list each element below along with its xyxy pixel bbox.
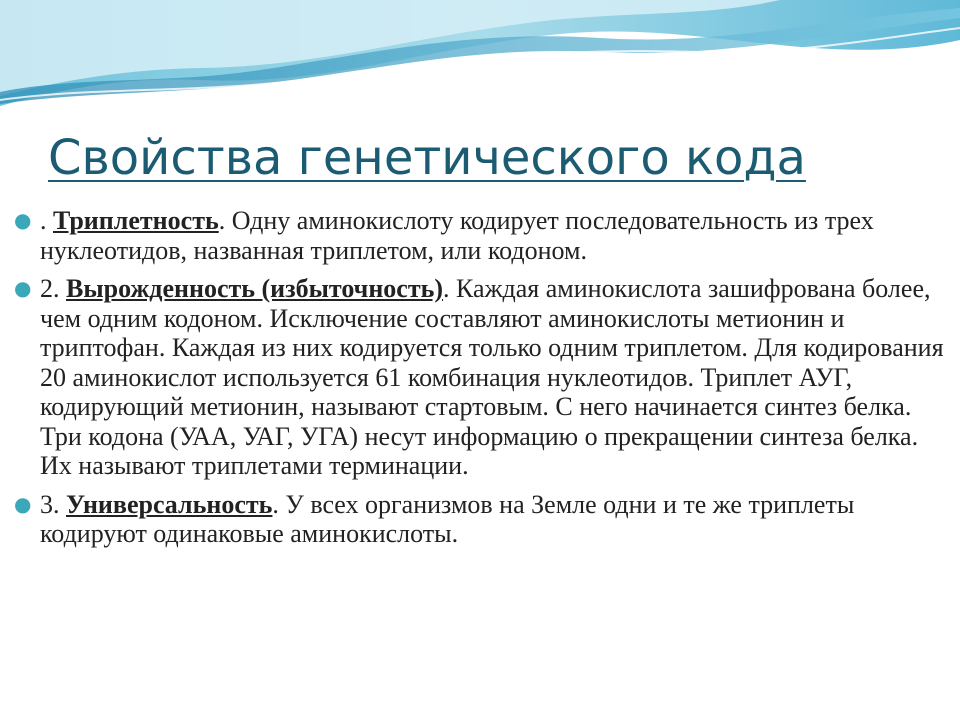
item-number: 2. bbox=[40, 274, 66, 303]
item-text: . Каждая аминокислота зашифрована более, чем одним кодоном. Исключение составляют аминокислоты метионин и триптофан. Каждая из них кодируется только одним триплетом. Для кодирования 20 аминокислот используется 61 комбинация нуклеотидов. Триплет АУГ, кодирующий метионин, называют стартовым. С него начинается синтез белка. Три кодона (УАА, УАГ, УГА) несут информацию о прекращении синтеза белка. Их называют триплетами терминации. bbox=[40, 274, 944, 480]
item-text: . Одну аминокислоту кодирует последовательность из трех нуклеотидов, названная триплетом, или кодоном. bbox=[40, 206, 874, 265]
wave-decoration bbox=[0, 0, 960, 120]
list-item bbox=[14, 274, 944, 481]
item-term: Вырожденность (избыточность) bbox=[66, 274, 444, 303]
bullet-icon: ● bbox=[14, 491, 32, 516]
item-number: . bbox=[40, 206, 53, 235]
item-number: 3. bbox=[40, 489, 66, 519]
list-item bbox=[14, 206, 944, 265]
bullet-icon: ● bbox=[14, 276, 32, 300]
item-term: Триплетность bbox=[53, 206, 219, 235]
list-item bbox=[14, 490, 944, 549]
bullet-icon: ● bbox=[14, 208, 32, 232]
item-term: Универсальность bbox=[66, 489, 273, 519]
slide-title: Свойства генетического кода bbox=[48, 130, 806, 186]
bullet-list bbox=[14, 206, 944, 558]
item-text: . У всех организмов на Земле одни и те же триплеты кодируют одинаковые аминокислоты. bbox=[40, 489, 855, 548]
